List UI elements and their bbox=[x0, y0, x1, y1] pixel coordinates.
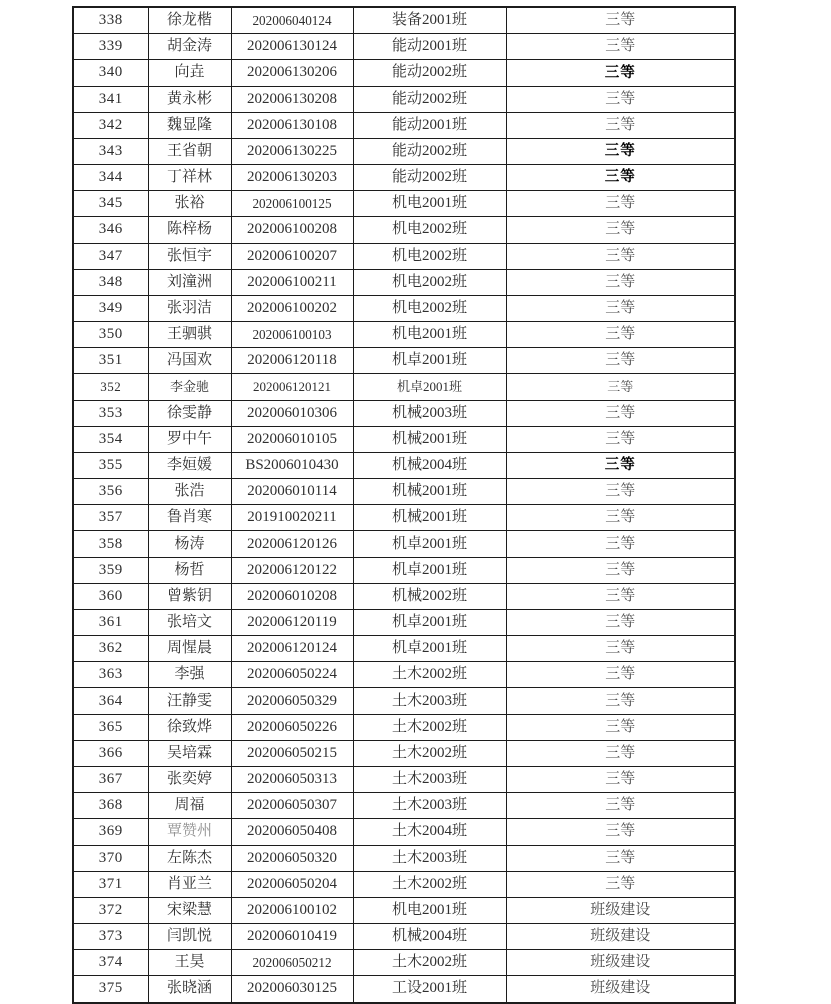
award-cell: 三等 bbox=[506, 322, 735, 348]
row-number-cell: 346 bbox=[73, 217, 148, 243]
table-row bbox=[73, 557, 735, 583]
class-cell: 工设2001班 bbox=[353, 976, 506, 1003]
row-number-cell: 355 bbox=[73, 452, 148, 478]
student-id-cell: 202006050224 bbox=[231, 662, 353, 688]
name-cell: 王昊 bbox=[148, 950, 231, 976]
row-number-cell: 342 bbox=[73, 112, 148, 138]
student-id-cell: 202006050204 bbox=[231, 871, 353, 897]
name-cell: 张培文 bbox=[148, 609, 231, 635]
row-number-cell: 343 bbox=[73, 138, 148, 164]
name-cell: 李姮媛 bbox=[148, 452, 231, 478]
class-cell: 机电2001班 bbox=[353, 191, 506, 217]
student-id-cell: 202006100207 bbox=[231, 243, 353, 269]
row-number-cell: 362 bbox=[73, 636, 148, 662]
student-id-cell: 202006010105 bbox=[231, 426, 353, 452]
class-cell: 土木2002班 bbox=[353, 950, 506, 976]
row-number-cell: 373 bbox=[73, 924, 148, 950]
award-cell: 三等 bbox=[506, 636, 735, 662]
row-number-cell: 345 bbox=[73, 191, 148, 217]
student-id-cell: 202006130206 bbox=[231, 60, 353, 86]
table-row bbox=[73, 269, 735, 295]
table-row bbox=[73, 714, 735, 740]
award-table-body bbox=[73, 7, 735, 1003]
row-number-cell: 348 bbox=[73, 269, 148, 295]
student-id-cell: 202006100125 bbox=[231, 191, 353, 217]
name-cell: 鲁肖寒 bbox=[148, 505, 231, 531]
table-row bbox=[73, 636, 735, 662]
student-id-cell: 202006100211 bbox=[231, 269, 353, 295]
student-id-cell: 202006130208 bbox=[231, 86, 353, 112]
table-row bbox=[73, 479, 735, 505]
row-number-cell: 354 bbox=[73, 426, 148, 452]
name-cell: 李金驰 bbox=[148, 374, 231, 400]
table-row bbox=[73, 322, 735, 348]
award-cell: 三等 bbox=[506, 34, 735, 60]
name-cell: 徐龙楷 bbox=[148, 7, 231, 34]
table-row bbox=[73, 897, 735, 923]
student-id-cell: BS2006010430 bbox=[231, 452, 353, 478]
student-id-cell: 202006130124 bbox=[231, 34, 353, 60]
student-id-cell: 202006050320 bbox=[231, 845, 353, 871]
class-cell: 机械2004班 bbox=[353, 452, 506, 478]
class-cell: 土木2003班 bbox=[353, 688, 506, 714]
class-cell: 能动2002班 bbox=[353, 165, 506, 191]
student-id-cell: 202006100103 bbox=[231, 322, 353, 348]
student-id-cell: 202006050313 bbox=[231, 766, 353, 792]
student-id-cell: 202006050408 bbox=[231, 819, 353, 845]
award-cell: 三等 bbox=[506, 871, 735, 897]
class-cell: 土木2002班 bbox=[353, 871, 506, 897]
award-cell: 三等 bbox=[506, 426, 735, 452]
row-number-cell: 341 bbox=[73, 86, 148, 112]
student-id-cell: 202006010114 bbox=[231, 479, 353, 505]
row-number-cell: 358 bbox=[73, 531, 148, 557]
class-cell: 能动2002班 bbox=[353, 60, 506, 86]
row-number-cell: 363 bbox=[73, 662, 148, 688]
student-id-cell: 202006050329 bbox=[231, 688, 353, 714]
class-cell: 机电2002班 bbox=[353, 217, 506, 243]
award-cell: 班级建设 bbox=[506, 950, 735, 976]
table-row bbox=[73, 348, 735, 374]
table-row bbox=[73, 86, 735, 112]
table-row bbox=[73, 688, 735, 714]
student-id-cell: 202006010306 bbox=[231, 400, 353, 426]
table-row bbox=[73, 924, 735, 950]
table-row bbox=[73, 766, 735, 792]
row-number-cell: 351 bbox=[73, 348, 148, 374]
student-id-cell: 202006050212 bbox=[231, 950, 353, 976]
class-cell: 机械2001班 bbox=[353, 479, 506, 505]
award-cell: 班级建设 bbox=[506, 897, 735, 923]
class-cell: 能动2002班 bbox=[353, 138, 506, 164]
award-cell: 三等 bbox=[506, 557, 735, 583]
row-number-cell: 360 bbox=[73, 583, 148, 609]
row-number-cell: 368 bbox=[73, 793, 148, 819]
name-cell: 左陈杰 bbox=[148, 845, 231, 871]
student-id-cell: 202006030125 bbox=[231, 976, 353, 1003]
class-cell: 机卓2001班 bbox=[353, 557, 506, 583]
award-cell: 三等 bbox=[506, 374, 735, 400]
award-cell: 三等 bbox=[506, 662, 735, 688]
table-row bbox=[73, 374, 735, 400]
name-cell: 张裕 bbox=[148, 191, 231, 217]
name-cell: 王省朝 bbox=[148, 138, 231, 164]
row-number-cell: 374 bbox=[73, 950, 148, 976]
table-row bbox=[73, 7, 735, 34]
award-cell: 三等 bbox=[506, 138, 735, 164]
award-cell: 三等 bbox=[506, 7, 735, 34]
class-cell: 机卓2001班 bbox=[353, 374, 506, 400]
row-number-cell: 372 bbox=[73, 897, 148, 923]
class-cell: 机械2001班 bbox=[353, 426, 506, 452]
award-cell: 三等 bbox=[506, 793, 735, 819]
row-number-cell: 359 bbox=[73, 557, 148, 583]
name-cell: 黄永彬 bbox=[148, 86, 231, 112]
table-row bbox=[73, 34, 735, 60]
student-id-cell: 202006040124 bbox=[231, 7, 353, 34]
award-cell: 三等 bbox=[506, 112, 735, 138]
row-number-cell: 347 bbox=[73, 243, 148, 269]
row-number-cell: 357 bbox=[73, 505, 148, 531]
table-row bbox=[73, 60, 735, 86]
table-row bbox=[73, 819, 735, 845]
student-id-cell: 202006130225 bbox=[231, 138, 353, 164]
name-cell: 冯国欢 bbox=[148, 348, 231, 374]
table-row bbox=[73, 243, 735, 269]
table-row bbox=[73, 165, 735, 191]
award-cell: 三等 bbox=[506, 60, 735, 86]
row-number-cell: 367 bbox=[73, 766, 148, 792]
award-cell: 三等 bbox=[506, 165, 735, 191]
table-row bbox=[73, 112, 735, 138]
name-cell: 杨涛 bbox=[148, 531, 231, 557]
table-row bbox=[73, 531, 735, 557]
row-number-cell: 344 bbox=[73, 165, 148, 191]
award-cell: 三等 bbox=[506, 400, 735, 426]
class-cell: 机电2001班 bbox=[353, 897, 506, 923]
name-cell: 罗中午 bbox=[148, 426, 231, 452]
award-cell: 三等 bbox=[506, 479, 735, 505]
class-cell: 土木2004班 bbox=[353, 819, 506, 845]
name-cell: 肖亚兰 bbox=[148, 871, 231, 897]
row-number-cell: 364 bbox=[73, 688, 148, 714]
name-cell: 魏显隆 bbox=[148, 112, 231, 138]
table-row bbox=[73, 191, 735, 217]
table-row bbox=[73, 400, 735, 426]
name-cell: 丁祥林 bbox=[148, 165, 231, 191]
student-id-cell: 202006050215 bbox=[231, 740, 353, 766]
name-cell: 向垚 bbox=[148, 60, 231, 86]
class-cell: 机电2002班 bbox=[353, 295, 506, 321]
student-id-cell: 202006120122 bbox=[231, 557, 353, 583]
row-number-cell: 369 bbox=[73, 819, 148, 845]
name-cell: 陈梓杨 bbox=[148, 217, 231, 243]
student-id-cell: 202006120121 bbox=[231, 374, 353, 400]
award-cell: 三等 bbox=[506, 348, 735, 374]
name-cell: 闫凯悦 bbox=[148, 924, 231, 950]
student-id-cell: 201910020211 bbox=[231, 505, 353, 531]
award-cell: 三等 bbox=[506, 845, 735, 871]
class-cell: 土木2003班 bbox=[353, 766, 506, 792]
student-id-cell: 202006120124 bbox=[231, 636, 353, 662]
table-row bbox=[73, 740, 735, 766]
class-cell: 土木2002班 bbox=[353, 662, 506, 688]
name-cell: 胡金涛 bbox=[148, 34, 231, 60]
class-cell: 土木2002班 bbox=[353, 714, 506, 740]
name-cell: 张浩 bbox=[148, 479, 231, 505]
row-number-cell: 349 bbox=[73, 295, 148, 321]
class-cell: 机卓2001班 bbox=[353, 609, 506, 635]
table-row bbox=[73, 950, 735, 976]
award-cell: 三等 bbox=[506, 452, 735, 478]
name-cell: 吴培霖 bbox=[148, 740, 231, 766]
class-cell: 能动2001班 bbox=[353, 112, 506, 138]
table-row bbox=[73, 426, 735, 452]
class-cell: 机械2003班 bbox=[353, 400, 506, 426]
table-row bbox=[73, 217, 735, 243]
name-cell: 徐雯静 bbox=[148, 400, 231, 426]
award-cell: 三等 bbox=[506, 295, 735, 321]
award-cell: 班级建设 bbox=[506, 976, 735, 1003]
class-cell: 能动2002班 bbox=[353, 86, 506, 112]
student-id-cell: 202006010419 bbox=[231, 924, 353, 950]
class-cell: 机电2002班 bbox=[353, 243, 506, 269]
table-row bbox=[73, 295, 735, 321]
table-row bbox=[73, 609, 735, 635]
student-id-cell: 202006120118 bbox=[231, 348, 353, 374]
award-cell: 三等 bbox=[506, 766, 735, 792]
name-cell: 王驷骐 bbox=[148, 322, 231, 348]
row-number-cell: 366 bbox=[73, 740, 148, 766]
name-cell: 刘潼洲 bbox=[148, 269, 231, 295]
class-cell: 机卓2001班 bbox=[353, 531, 506, 557]
name-cell: 周惺晨 bbox=[148, 636, 231, 662]
name-cell: 曾紫钥 bbox=[148, 583, 231, 609]
row-number-cell: 375 bbox=[73, 976, 148, 1003]
name-cell: 宋梁慧 bbox=[148, 897, 231, 923]
award-cell: 三等 bbox=[506, 819, 735, 845]
name-cell: 周福 bbox=[148, 793, 231, 819]
row-number-cell: 371 bbox=[73, 871, 148, 897]
class-cell: 土木2002班 bbox=[353, 740, 506, 766]
award-cell: 三等 bbox=[506, 86, 735, 112]
student-id-cell: 202006120119 bbox=[231, 609, 353, 635]
class-cell: 装备2001班 bbox=[353, 7, 506, 34]
student-id-cell: 202006050226 bbox=[231, 714, 353, 740]
award-cell: 班级建设 bbox=[506, 924, 735, 950]
row-number-cell: 339 bbox=[73, 34, 148, 60]
name-cell: 张奕婷 bbox=[148, 766, 231, 792]
award-cell: 三等 bbox=[506, 531, 735, 557]
name-cell: 汪静雯 bbox=[148, 688, 231, 714]
award-cell: 三等 bbox=[506, 217, 735, 243]
name-cell: 杨哲 bbox=[148, 557, 231, 583]
student-id-cell: 202006050307 bbox=[231, 793, 353, 819]
class-cell: 机电2002班 bbox=[353, 269, 506, 295]
class-cell: 土木2003班 bbox=[353, 845, 506, 871]
table-row bbox=[73, 845, 735, 871]
row-number-cell: 365 bbox=[73, 714, 148, 740]
name-cell: 李强 bbox=[148, 662, 231, 688]
class-cell: 机械2004班 bbox=[353, 924, 506, 950]
student-id-cell: 202006130108 bbox=[231, 112, 353, 138]
table-row bbox=[73, 662, 735, 688]
student-id-cell: 202006100202 bbox=[231, 295, 353, 321]
name-cell: 徐致烨 bbox=[148, 714, 231, 740]
class-cell: 土木2003班 bbox=[353, 793, 506, 819]
row-number-cell: 352 bbox=[73, 374, 148, 400]
row-number-cell: 370 bbox=[73, 845, 148, 871]
class-cell: 机卓2001班 bbox=[353, 636, 506, 662]
award-cell: 三等 bbox=[506, 191, 735, 217]
award-cell: 三等 bbox=[506, 505, 735, 531]
award-cell: 三等 bbox=[506, 740, 735, 766]
name-cell: 覃赞州 bbox=[148, 819, 231, 845]
award-table bbox=[72, 6, 736, 1004]
award-cell: 三等 bbox=[506, 243, 735, 269]
table-row bbox=[73, 138, 735, 164]
award-cell: 三等 bbox=[506, 583, 735, 609]
row-number-cell: 353 bbox=[73, 400, 148, 426]
student-id-cell: 202006100208 bbox=[231, 217, 353, 243]
class-cell: 机械2001班 bbox=[353, 505, 506, 531]
award-cell: 三等 bbox=[506, 714, 735, 740]
table-row bbox=[73, 452, 735, 478]
table-row bbox=[73, 583, 735, 609]
table-row bbox=[73, 793, 735, 819]
award-cell: 三等 bbox=[506, 609, 735, 635]
student-id-cell: 202006130203 bbox=[231, 165, 353, 191]
row-number-cell: 340 bbox=[73, 60, 148, 86]
student-id-cell: 202006120126 bbox=[231, 531, 353, 557]
class-cell: 机械2002班 bbox=[353, 583, 506, 609]
row-number-cell: 338 bbox=[73, 7, 148, 34]
student-id-cell: 202006100102 bbox=[231, 897, 353, 923]
name-cell: 张晓涵 bbox=[148, 976, 231, 1003]
class-cell: 机卓2001班 bbox=[353, 348, 506, 374]
class-cell: 能动2001班 bbox=[353, 34, 506, 60]
table-row bbox=[73, 976, 735, 1003]
award-cell: 三等 bbox=[506, 688, 735, 714]
row-number-cell: 356 bbox=[73, 479, 148, 505]
student-id-cell: 202006010208 bbox=[231, 583, 353, 609]
name-cell: 张恒宇 bbox=[148, 243, 231, 269]
row-number-cell: 361 bbox=[73, 609, 148, 635]
award-cell: 三等 bbox=[506, 269, 735, 295]
table-row bbox=[73, 871, 735, 897]
name-cell: 张羽洁 bbox=[148, 295, 231, 321]
table-row bbox=[73, 505, 735, 531]
class-cell: 机电2001班 bbox=[353, 322, 506, 348]
row-number-cell: 350 bbox=[73, 322, 148, 348]
